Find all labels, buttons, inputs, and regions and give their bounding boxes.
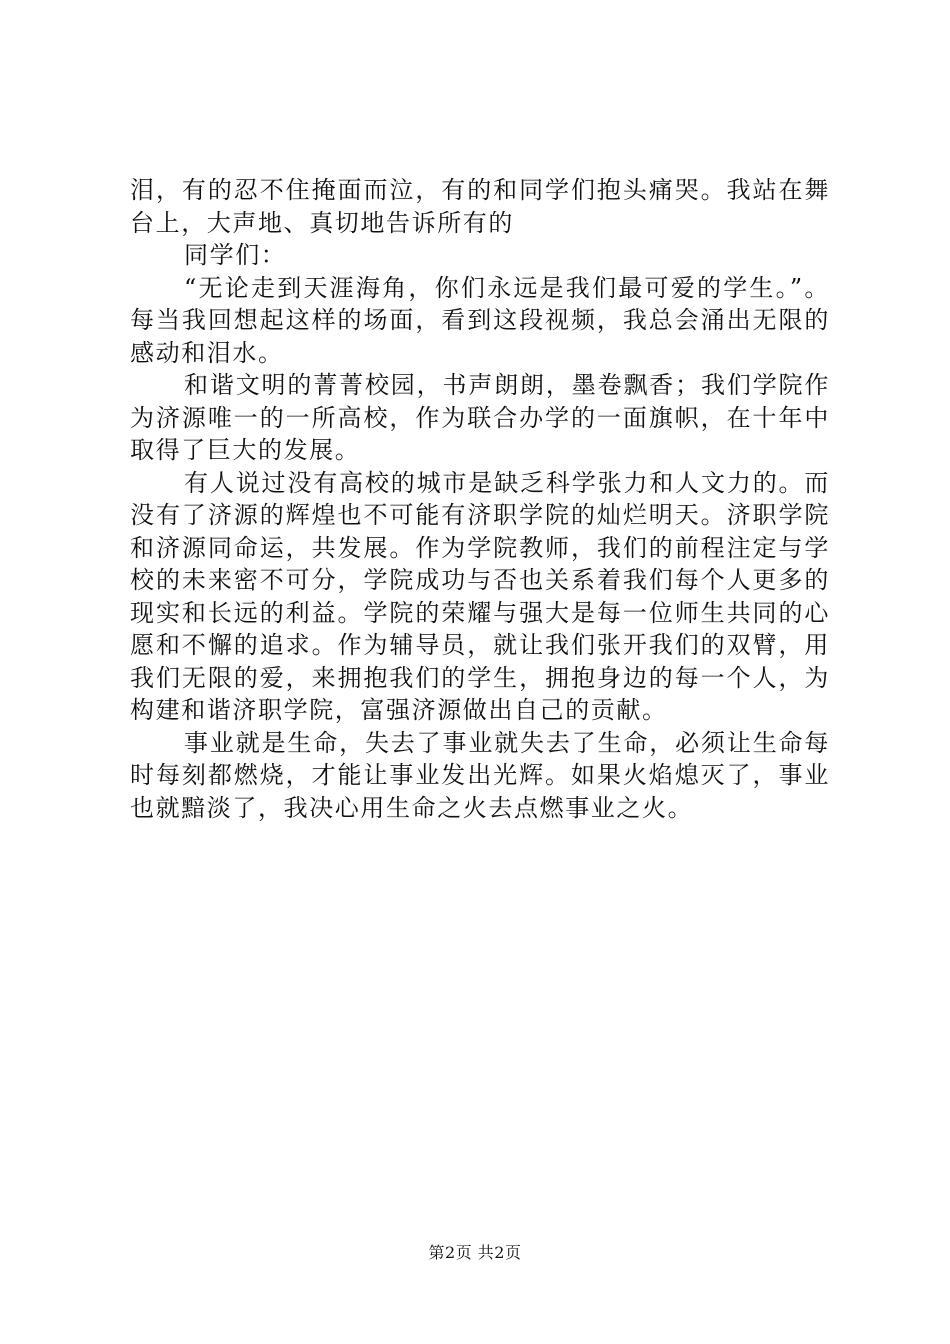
paragraph-campus: 和谐文明的菁菁校园，书声朗朗，墨卷飘香；我们学院作为济源唯一的一所高校，作为联合办学的一面旗帜，在十年中取得了巨大的发展。 (130, 371, 830, 464)
paragraph-salutation: 同学们： (184, 241, 287, 269)
paragraph-quote: “无论走到天涯海角，你们永远是我们最可爱的学生。”。每当我回想起这样的场面，看到这段视频，我总会涌出无限的感动和泪水。 (130, 273, 830, 367)
paragraph-career: 事业就是生命，失去了事业就失去了生命，必须让生命每时每刻都燃烧，才能让事业发出光辉。如果火焰熄灭了，事业也就黯淡了，我决心用生命之火去点燃事业之火。 (130, 728, 830, 822)
document-body (130, 174, 830, 824)
page-number-footer: 第2页 共2页 (428, 1243, 522, 1262)
paragraph-continuation: 泪，有的忍不住掩面而泣，有的和同学们抱头痛哭。我站在舞台上，大声地、真切地告诉所有的 (130, 176, 830, 237)
paragraph-city-college: 有人说过没有高校的城市是缺乏科学张力和人文力的。而没有了济源的辉煌也不可能有济职学院的灿烂明天。济职学院和济源同命运，共发展。作为学院教师，我们的前程注定与学校的未来密不可分，学院成功与否也关系着我们每个人更多的现实和长远的利益。学院的荣耀与强大是每一位师生共同的心愿和不懈的追求。作为辅导员，就让我们张开我们的双臂，用我们无限的爱，来拥抱我们的学生，拥抱身边的每一个人，为构建和谐济职学院，富强济源做出自己的贡献。 (130, 468, 830, 724)
